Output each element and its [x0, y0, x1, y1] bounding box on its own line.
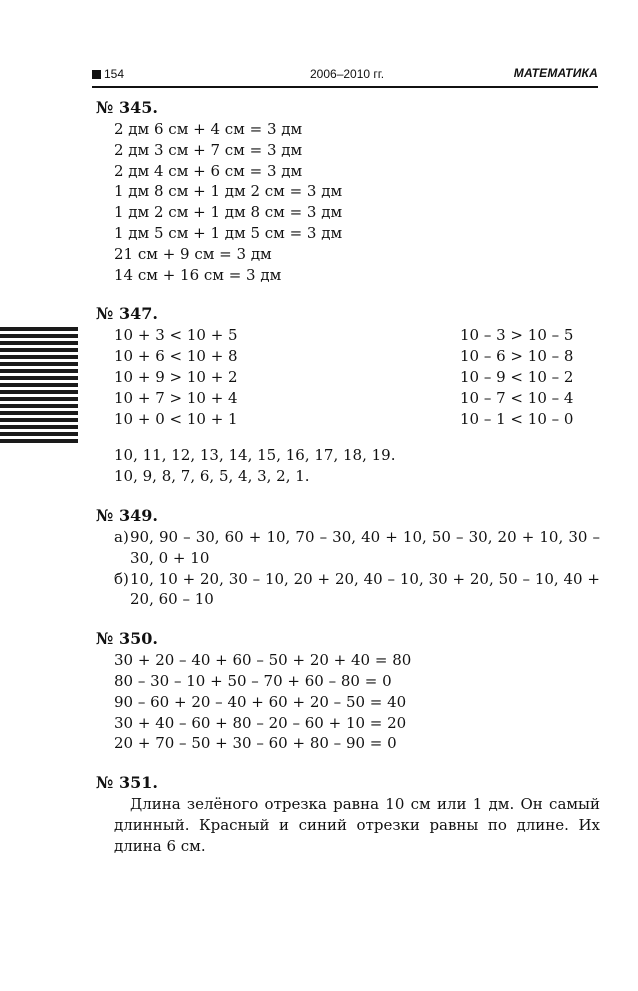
comparison-right: 10 – 6 > 10 – 8 [460, 347, 574, 366]
task-title: № 347. [96, 304, 158, 324]
equation-line: 1 дм 5 см + 1 дм 5 см = 3 дм [114, 223, 343, 242]
equation-line: 1 дм 2 см + 1 дм 8 см = 3 дм [114, 203, 343, 222]
header-years: 2006–2010 гг. [310, 67, 385, 81]
task-351 [96, 772, 600, 856]
equation-line: 2 дм 6 см + 4 см = 3 дм [114, 120, 303, 138]
equation-line: 20 + 70 – 50 + 30 – 60 + 80 – 90 = 0 [114, 734, 397, 753]
comparison-right: 10 – 9 < 10 – 2 [460, 367, 574, 386]
task-title: № 349. [96, 505, 158, 525]
page-marker-square [92, 70, 101, 79]
page-content [96, 97, 600, 875]
number-sequence: 10, 11, 12, 13, 14, 15, 16, 17, 18, 19. [114, 446, 396, 465]
subtask-b [96, 569, 600, 611]
page-header [92, 66, 598, 88]
comparison-left: 10 + 3 < 10 + 5 [114, 326, 238, 345]
margin-stripes-decoration [0, 327, 78, 443]
comparison-left: 10 + 9 > 10 + 2 [114, 367, 238, 386]
task-title: № 345. [96, 98, 158, 117]
equation-line: 21 см + 9 см = 3 дм [114, 244, 272, 263]
number-sequence: 10, 9, 8, 7, 6, 5, 4, 3, 2, 1. [114, 467, 310, 486]
comparison-left: 10 + 7 > 10 + 4 [114, 388, 238, 407]
equation-line: 80 – 30 – 10 + 50 – 70 + 60 – 80 = 0 [114, 671, 392, 690]
task-349 [96, 505, 600, 610]
subtask-label: а) [114, 527, 129, 546]
comparison-right: 10 – 3 > 10 – 5 [460, 326, 574, 345]
subtask-a [96, 527, 600, 569]
subtask-text: 90, 90 – 30, 60 + 10, 70 – 30, 40 + 10, 50 – 30, 20 + 10, 30 – 30, 0 + 10 [130, 527, 600, 567]
equation-line: 14 см + 16 см = 3 дм [114, 265, 282, 284]
task-345 [96, 97, 600, 285]
comparison-row [96, 346, 600, 367]
header-subject: МАТЕМАТИКА [513, 66, 598, 80]
comparison-right: 10 – 1 < 10 – 0 [460, 409, 574, 428]
page-number: 154 [104, 67, 125, 81]
comparison-left: 10 + 0 < 10 + 1 [114, 409, 238, 428]
equation-line: 1 дм 8 см + 1 дм 2 см = 3 дм [114, 182, 343, 201]
comparison-row [96, 325, 600, 346]
equation-line: 90 – 60 + 20 – 40 + 60 + 20 – 50 = 40 [114, 692, 407, 711]
task-350 [96, 628, 600, 754]
equation-line: 30 + 40 – 60 + 80 – 20 – 60 + 10 = 20 [114, 713, 407, 732]
subtask-label: б) [114, 569, 129, 588]
task-title: № 351. [96, 773, 158, 793]
equation-line: 2 дм 3 см + 7 см = 3 дм [114, 140, 303, 159]
equation-line: 30 + 20 – 40 + 60 – 50 + 20 + 40 = 80 [114, 651, 412, 670]
comparison-right: 10 – 7 < 10 – 4 [460, 388, 574, 407]
header-rule [92, 86, 598, 88]
comparison-row [96, 367, 600, 388]
comparison-row [96, 388, 600, 409]
subtask-text: 10, 10 + 20, 30 – 10, 20 + 20, 40 – 10, 30 + 20, 50 – 10, 40 + 20, 60 – 10 [130, 569, 600, 609]
task-347 [96, 303, 600, 487]
comparison-row [96, 409, 600, 430]
task-title: № 350. [96, 629, 158, 649]
equation-line: 2 дм 4 см + 6 см = 3 дм [114, 161, 303, 180]
comparison-left: 10 + 6 < 10 + 8 [114, 347, 238, 366]
answer-paragraph: Длина зелёного отрезка равна 10 см или 1 дм. Он самый длинный. Красный и синий отрезки равны по длине. Их длина 6 см. [114, 795, 600, 855]
